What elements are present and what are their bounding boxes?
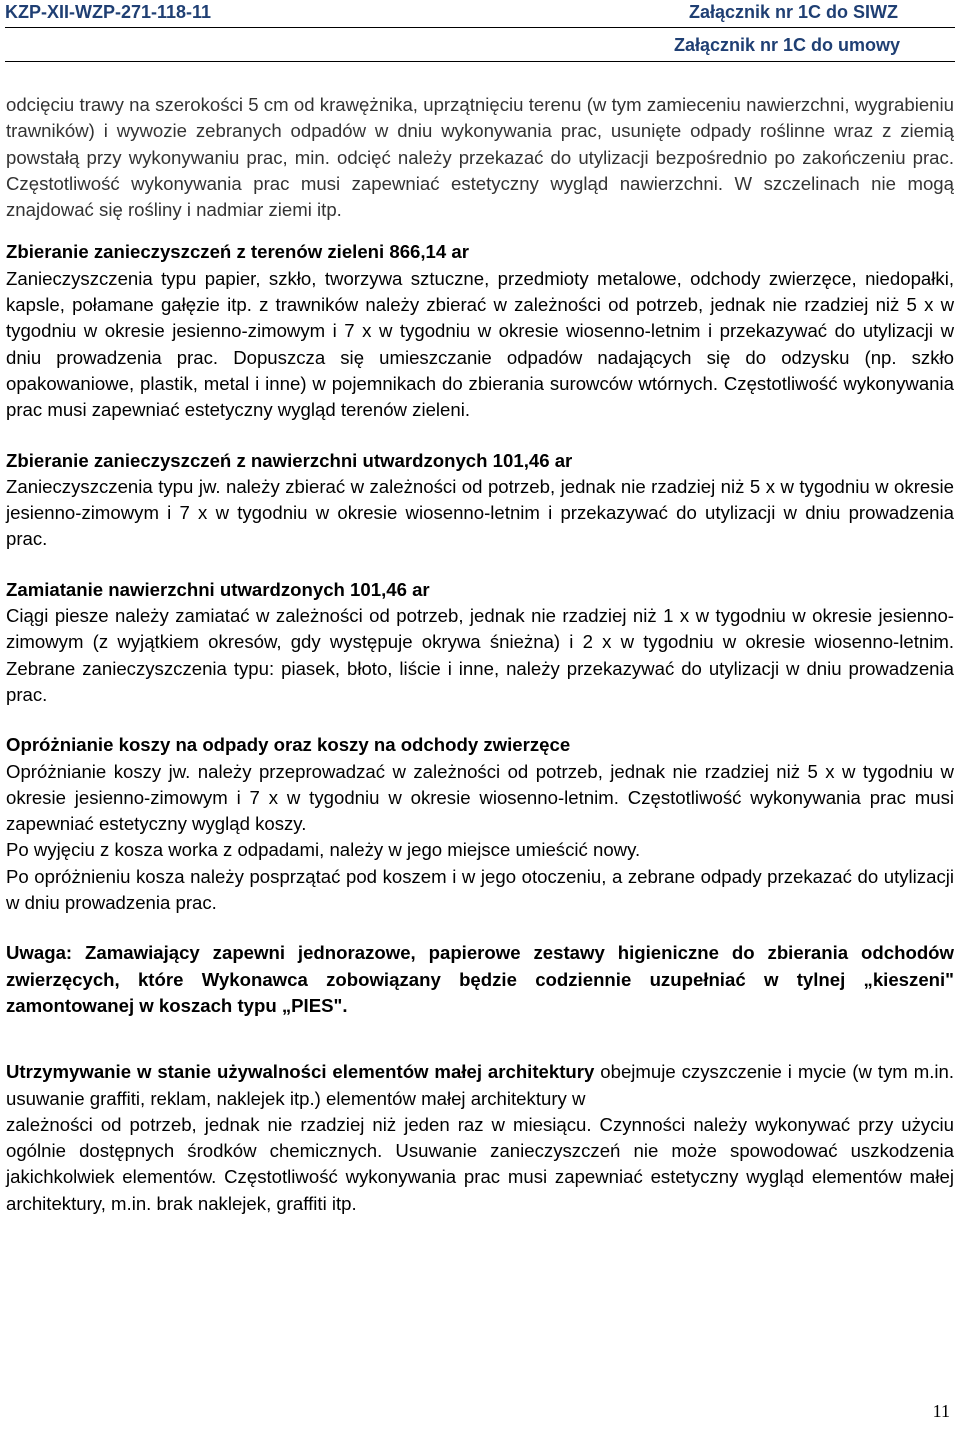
section-text-nawierzchni: Zanieczyszczenia typu jw. należy zbierać w zależności od potrzeb, jednak nie rzadziej niż 5 x w tygodniu w okresie jesienno-zimowym i 7 x w tygodniu w okresie wiosenno-letnim i przekazywać do utylizacji w dniu prowadzenia prac.: [6, 475, 954, 550]
page-number: 11: [932, 1401, 950, 1421]
section-text-zamiatanie: Ciągi piesze należy zamiatać w zależności od potrzeb, jednak nie rzadziej niż 1 x w tygodniu w okresie jesienno-zimowym (z wyjątkiem okresów, gdy występuje okrywa śnieżna) i 2 x w tygodniu w okresie wiosenno-letnim. Zebrane zanieczyszczenia typu: piasek, błoto, liście i inne, należy przekazywać do utylizacji w dniu prowadzenia prac.: [6, 605, 954, 705]
header-attachment-siwz: Załącznik nr 1C do SIWZ: [688, 2, 898, 22]
intro-paragraph: odcięciu trawy na szerokości 5 cm od krawężnika, uprzątnięciu terenu (w tym zamieceniu nawierzchni, wygrabieniu trawników) i wywozie zebranych odpadów w dniu wykonywania prac, usunięte odpady roślinne wraz z ziemią powstałą przy wykonywaniu prac, min. odcięć należy przekazać do utylizacji bezpośrednio po zakończeniu prac. Częstotliwość wykonywania prac musi zapewniać estetyczny wygląd nawierzchni. W szczelinach nie mogą znajdować się rośliny i nadmiar ziemi itp.: [6, 94, 954, 221]
section-text-kosze-extra-1: Po wyjęciu z kosza worka z odpadami, należy w jego miejsce umieścić nowy.: [6, 839, 641, 861]
section-lead-architektura: obejmuje czyszczenie i mycie (w tym m.in. usuwanie graffiti, reklam, naklejek itp.) elementów małej architektury w: [6, 1061, 954, 1109]
section-text-zieleni: Zanieczyszczenia typu papier, szkło, tworzywa sztuczne, przedmioty metalowe, odchody zwierzęce, niedopałki, kapsle, połamane gałęzie itp. z trawników należy zbierać w zależności od potrzeb, jednak nie rzadziej niż 5 x w tygodniu w okresie jesienno-zimowym i 7 x w tygodniu w okresie wiosenno-letnim i przekazywać do utylizacji w dniu prowadzenia prac. Dopuszcza się umieszczanie odpadów nadających się do odzysku (np. szkło opakowaniowe, plastik, metal i inne) w pojemnikach do zbierania surowców wtórnych. Częstotliwość wykonywania prac musi zapewniać estetyczny wygląd terenów zieleni.: [6, 267, 954, 421]
section-text-kosze: Opróżnianie koszy jw. należy przeprowadzać w zależności od potrzeb, jednak nie rzadziej niż 5 x w tygodniu w okresie jesienno-zimowym i 7 x w tygodniu w okresie wiosenno-letnim. Częstotliwość wykonywania prac musi zapewniać estetyczny wygląd koszy.: [6, 760, 954, 835]
section-heading-nawierzchni: Zbieranie zanieczyszczeń z nawierzchni utwardzonych 101,46 ar: [6, 449, 573, 471]
section-text-architektura: zależności od potrzeb, jednak nie rzadziej niż jeden raz w miesiącu. Czynności należy wykonywać przy użyciu ogólnie dostępnych środków chemicznych. Usuwanie zanieczyszczeń nie może spowodować uszkodzenia jakichkolwiek elementów. Częstotliwość wykonywania prac musi zapewniać estetyczny wygląd elementów małej architektury, m.in. brak naklejek, graffiti itp.: [6, 1113, 954, 1214]
section-heading-zamiatanie: Zamiatanie nawierzchni utwardzonych 101,46 ar: [6, 578, 430, 600]
section-heading-architektura: Utrzymywanie w stanie używalności elementów małej architektury: [6, 1061, 595, 1083]
header-attachment-umowy: Załącznik nr 1C do umowy: [673, 35, 900, 55]
section-heading-kosze: Opróżnianie koszy na odpady oraz koszy na odchody zwierzęce: [6, 734, 571, 756]
section-architektura-lead: [6, 1059, 954, 1112]
header-divider-bottom: [5, 61, 955, 62]
uwaga-note: Uwaga: Zamawiający zapewni jednorazowe, papierowe zestawy higieniczne do zbierania odchodów zwierzęcych, które Wykonawca zobowiązany będzie codziennie uzupełniać w tylnej „kieszeni" zamontowanej w koszach typu „PIES".: [6, 942, 954, 1016]
section-text-kosze-extra-2: Po opróżnieniu kosza należy posprzątać pod koszem i w jego otoczeniu, a zebrane odpady przekazać do utylizacji w dniu prowadzenia prac.: [6, 865, 954, 914]
document-body: [6, 92, 954, 1217]
header-reference: KZP-XII-WZP-271-118-11: [5, 2, 212, 22]
section-heading-zieleni: Zbieranie zanieczyszczeń z terenów zieleni 866,14 ar: [6, 241, 469, 263]
header-divider-top: [5, 27, 955, 28]
